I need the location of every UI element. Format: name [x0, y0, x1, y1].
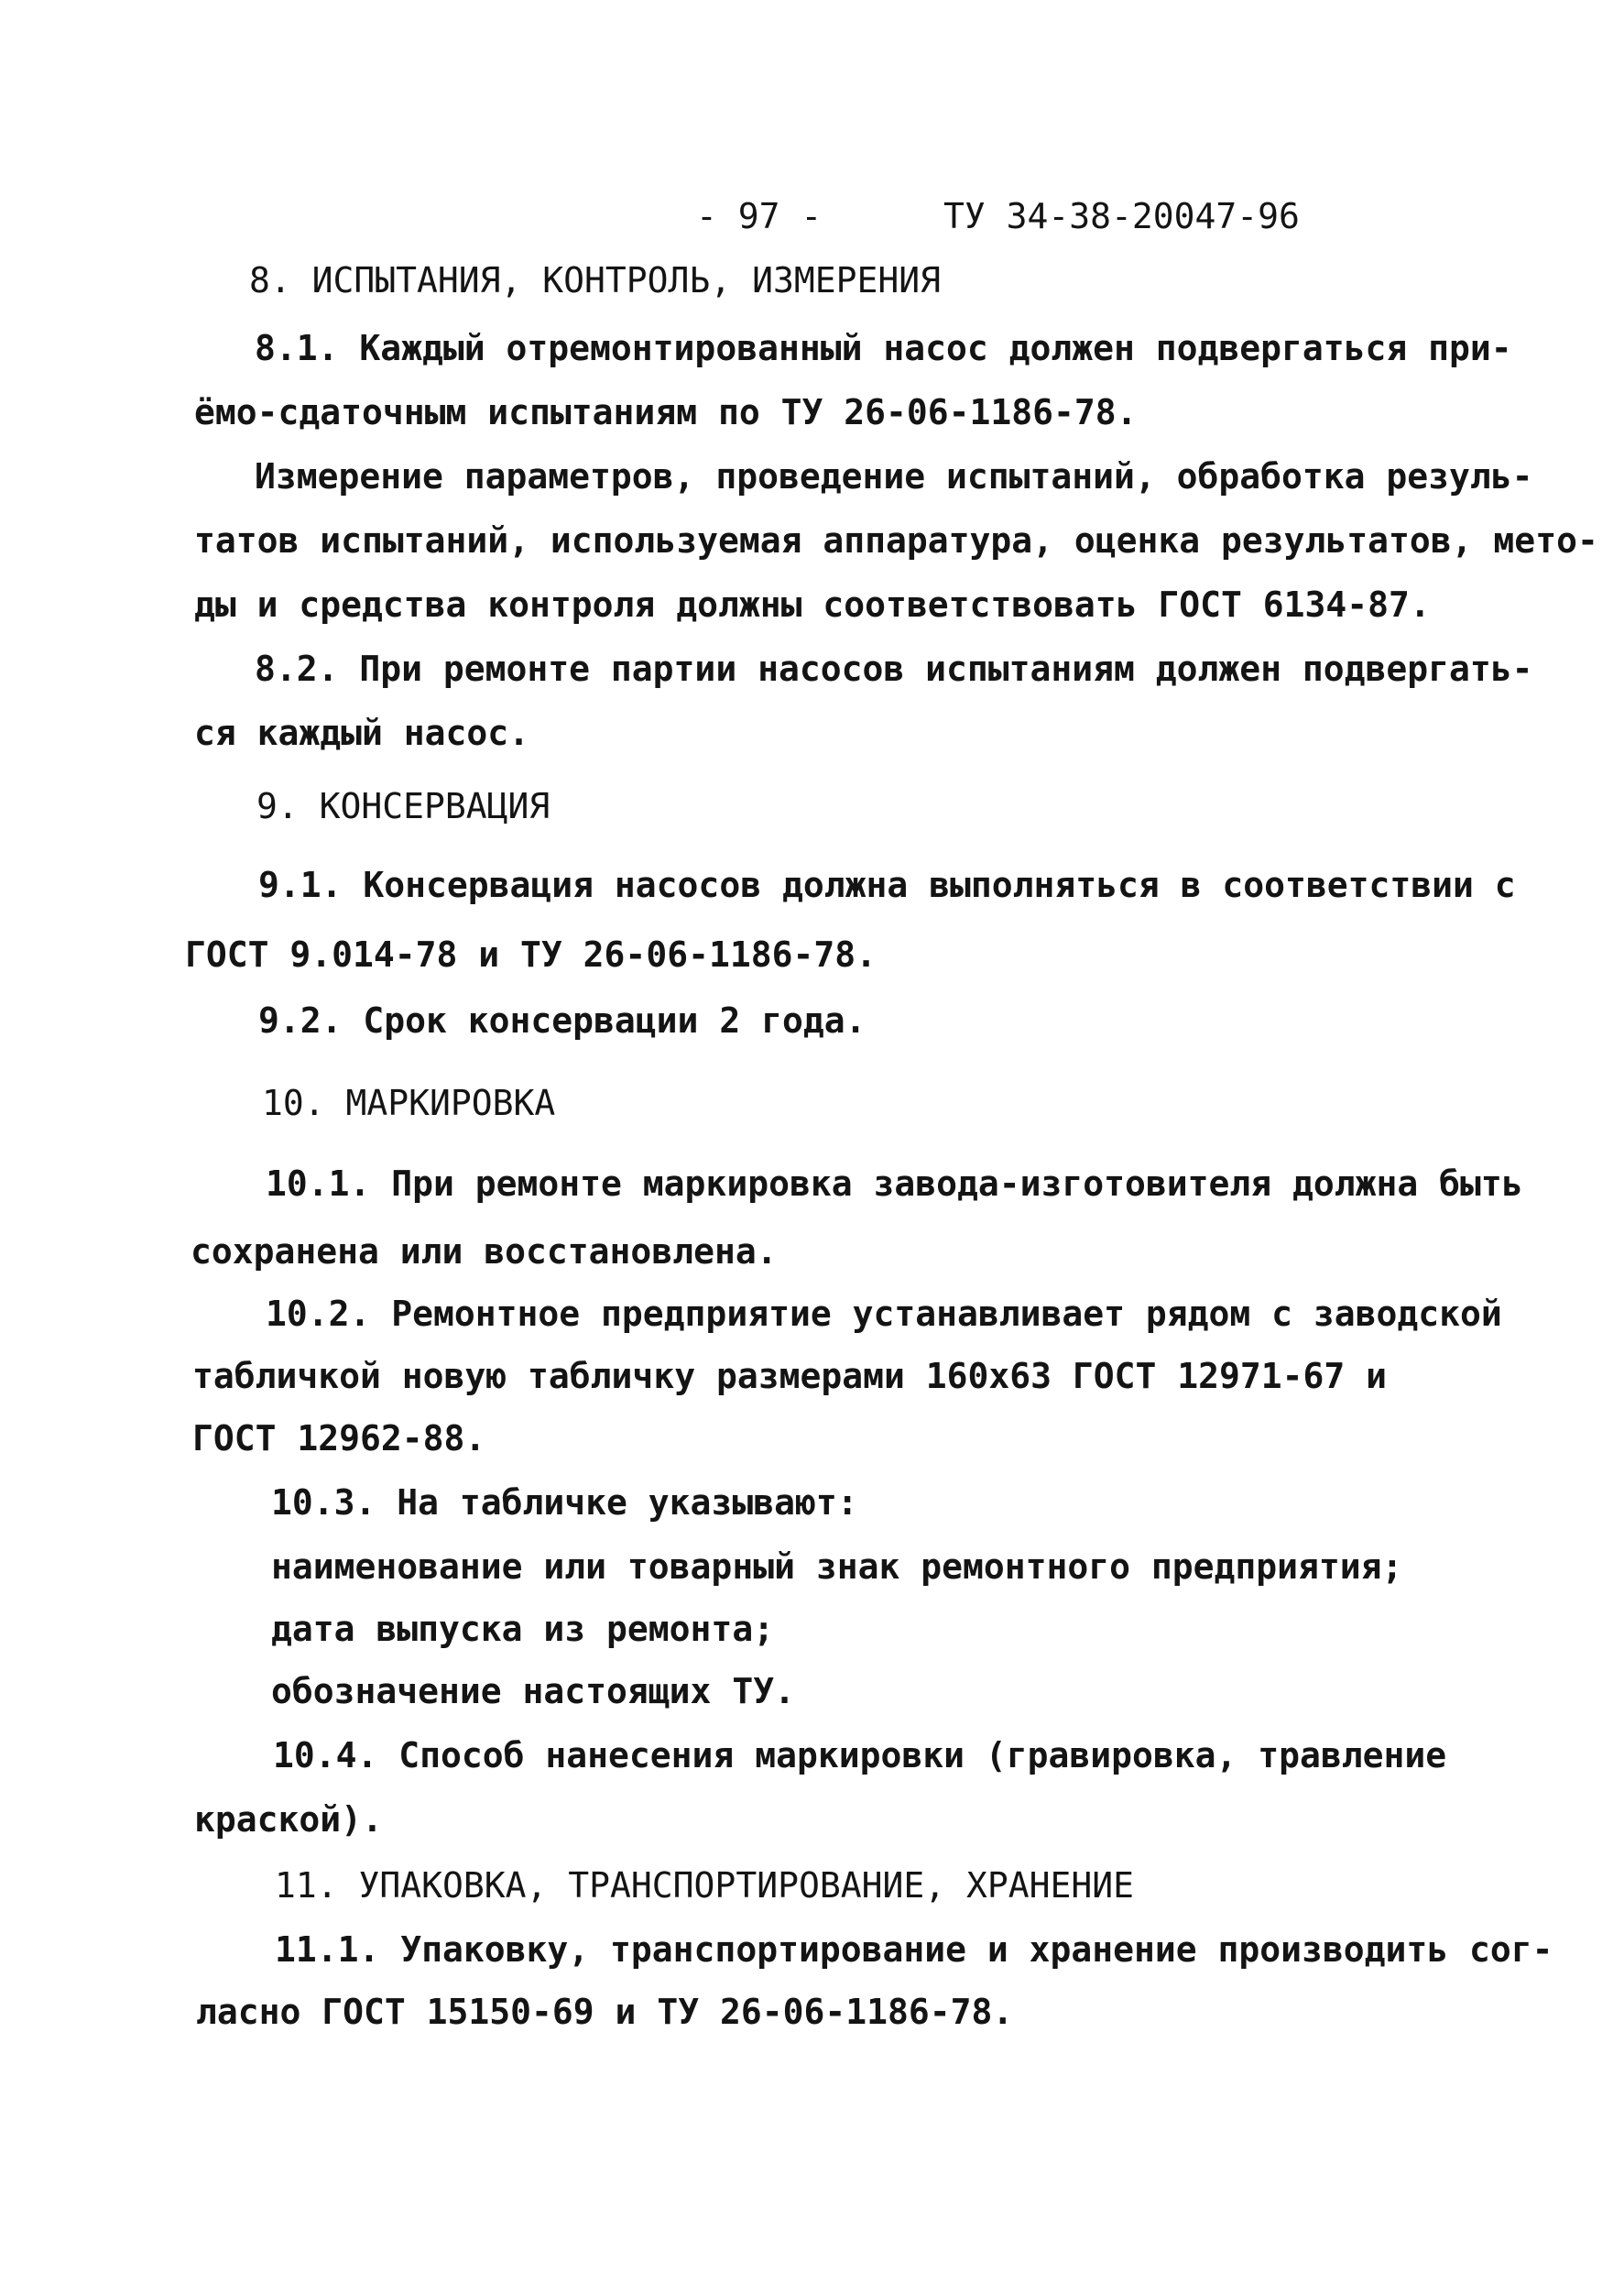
paragraph-8-2-line-1: 8.2. При ремонте партии насосов испытаниям должен подвергать- [255, 649, 1533, 689]
paragraph-10-1-line-2: сохранена или восстановлена. [191, 1231, 778, 1272]
paragraph-8-2-line-2: ся каждый насос. [194, 713, 530, 753]
paragraph-8-1-cont-line-1: Измерение параметров, проведение испытаний, обработка резуль- [255, 456, 1533, 497]
paragraph-9-1-line-2: ГОСТ 9.014-78 и ТУ 26-06-1186-78. [185, 934, 877, 975]
paragraph-8-1-line-2: ёмо-сдаточным испытаниям по ТУ 26-06-1186-78. [194, 392, 1138, 432]
list-item: дата выпуска из ремонта; [271, 1609, 775, 1649]
list-item: обозначение настоящих ТУ. [271, 1671, 795, 1711]
paragraph-9-2: 9.2. Срок консервации 2 года. [258, 1000, 866, 1041]
list-item: наименование или товарный знак ремонтного предприятия; [271, 1546, 1403, 1587]
document-code: ТУ 34-38-20047-96 [943, 196, 1300, 236]
paragraph-10-4-line-1: 10.4. Способ нанесения маркировки (гравировка, травление [273, 1735, 1447, 1775]
paragraph-10-4-line-2: краской). [194, 1799, 383, 1840]
section-10-heading: 10. МАРКИРОВКА [262, 1083, 556, 1123]
paragraph-10-3: 10.3. На табличке указывают: [271, 1482, 858, 1523]
section-9-heading: 9. КОНСЕРВАЦИЯ [256, 786, 550, 826]
paragraph-11-1-line-2: ласно ГОСТ 15150-69 и ТУ 26-06-1186-78. [196, 1992, 1014, 2032]
paragraph-8-1-cont-line-2: татов испытаний, используемая аппаратура, оценка результатов, мето- [194, 520, 1598, 561]
paragraph-10-2-line-1: 10.2. Ремонтное предприятие устанавливает рядом с заводской [266, 1294, 1502, 1334]
page-number: - 97 - [696, 196, 823, 236]
paragraph-10-2-line-3: ГОСТ 12962-88. [192, 1418, 486, 1458]
section-11-heading: 11. УПАКОВКА, ТРАНСПОРТИРОВАНИЕ, ХРАНЕНИЕ [275, 1865, 1134, 1906]
paragraph-10-1-line-1: 10.1. При ремонте маркировка завода-изготовителя должна быть [266, 1163, 1523, 1204]
paragraph-10-2-line-2: табличкой новую табличку размерами 160х63 ГОСТ 12971-67 и [192, 1356, 1388, 1396]
paragraph-8-1-line-1: 8.1. Каждый отремонтированный насос должен подвергаться при- [255, 328, 1512, 368]
paragraph-9-1-line-1: 9.1. Консервация насосов должна выполняться в соответствии с [258, 865, 1516, 905]
paragraph-8-1-cont-line-3: ды и средства контроля должны соответствовать ГОСТ 6134-87. [194, 584, 1431, 625]
section-8-heading: 8. ИСПЫТАНИЯ, КОНТРОЛЬ, ИЗМЕРЕНИЯ [249, 260, 941, 300]
paragraph-11-1-line-1: 11.1. Упаковку, транспортирование и хранение производить сог- [275, 1929, 1553, 1970]
